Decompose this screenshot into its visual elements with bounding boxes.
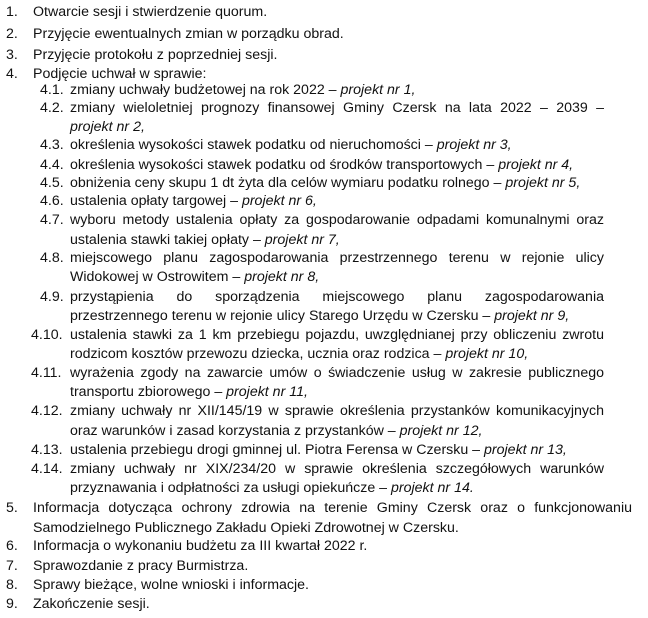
- item-number: 7.: [6, 558, 18, 574]
- sub-item-text: wyrażenia zgody na zawarcie umów o świadczenie usług w zakresie publicznego: [70, 365, 604, 381]
- item-text: Informacja dotycząca ochrony zdrowia na terenie Gminy Czersk oraz o funkcjonowaniu: [33, 500, 632, 516]
- sub-item-text: ustalenia stawki za 1 km przebiegu pojazdu, uwzględnianej przy obliczeniu zwrotu: [70, 327, 604, 343]
- item-number: 6.: [6, 538, 18, 554]
- item-number: 3.: [6, 47, 18, 63]
- sub-item-text: przestrzennego terenu w rejonie ulicy Starego Urzędu w Czersku –: [70, 308, 495, 324]
- sub-item-number: 4.6.: [40, 193, 64, 209]
- sub-item-text: określenia wysokości stawek podatku od środków transportowych –: [70, 157, 499, 173]
- sub-item-number: 4.13.: [31, 442, 63, 458]
- item-text: Przyjęcie ewentualnych zmian w porządku obrad.: [33, 26, 344, 42]
- sub-item: [0, 134, 648, 156]
- sub-item-continuation: [0, 477, 648, 499]
- sub-item-number: 4.7.: [40, 212, 64, 228]
- item-text: Zakończenie sesji.: [33, 596, 150, 612]
- agenda-item: [0, 1, 648, 23]
- agenda-item: [0, 593, 648, 615]
- sub-item-number: 4.10.: [31, 327, 63, 343]
- sub-item-text: Widokowej w Ostrowitem –: [70, 269, 245, 285]
- agenda-item: [0, 23, 648, 45]
- item-text: Samodzielnego Publicznego Zakładu Opieki Zdrowotnej w Czersku.: [33, 520, 459, 536]
- item-number: 1.: [6, 4, 18, 20]
- sub-item: [0, 400, 648, 422]
- sub-item-text: rodzicom kosztów przewozu dziecka, ucznia oraz rodzica –: [70, 346, 446, 362]
- sub-item-text: ustalenia stawki takiej opłaty –: [70, 232, 265, 248]
- item-number: 5.: [6, 500, 18, 516]
- project-ref: projekt nr 10,: [445, 346, 529, 362]
- project-ref: projekt nr 6,: [241, 193, 317, 209]
- item-text: Informacja o wykonaniu budżetu za III kwartał 2022 r.: [33, 538, 368, 554]
- item-text: Podjęcie uchwał w sprawie:: [33, 66, 207, 82]
- sub-item-number: 4.2.: [40, 100, 64, 116]
- sub-item-text: ustalenia opłaty targowej –: [70, 193, 242, 209]
- sub-item-continuation: [0, 266, 648, 288]
- item-number: 2.: [6, 26, 18, 42]
- sub-item-number: 4.5.: [40, 175, 64, 191]
- sub-item-number: 4.11.: [31, 365, 62, 381]
- sub-item-text: wyboru metody ustalenia opłaty za gospodarowanie odpadami komunalnymi oraz: [70, 212, 604, 228]
- sub-item-number: 4.14.: [31, 461, 63, 477]
- project-ref: projekt nr 14.: [391, 480, 474, 496]
- sub-item-number: 4.9.: [40, 289, 64, 305]
- sub-item-text: przystąpienia do sporządzenia miejscowego planu zagospodarowania: [70, 289, 604, 305]
- project-ref: projekt nr 11,: [226, 384, 308, 400]
- item-text: Sprawy bieżące, wolne wnioski i informacje.: [33, 577, 309, 593]
- sub-item-number: 4.12.: [31, 403, 63, 419]
- sub-item-text: ustalenia przebiegu drogi gminnej ul. Piotra Ferensa w Czersku –: [70, 442, 485, 458]
- project-ref: projekt nr 12,: [399, 423, 483, 439]
- project-ref: projekt nr 9,: [494, 308, 570, 324]
- sub-item-number: 4.8.: [40, 250, 64, 266]
- item-number: 9.: [6, 596, 18, 612]
- item-text: Przyjęcie protokołu z poprzedniej sesji.: [33, 47, 278, 63]
- item-number: 4.: [6, 66, 18, 82]
- sub-item-text: zmiany uchwały nr XIX/234/20 w sprawie określenia szczegółowych warunków: [70, 461, 604, 477]
- agenda-item: [0, 535, 648, 557]
- sub-item-text: zmiany wieloletniej prognozy finansowej Gminy Czersk na lata 2022 – 2039 –: [70, 100, 604, 116]
- sub-item-number: 4.4.: [40, 157, 64, 173]
- sub-item-text: oraz warunków i zasad korzystania z przystanków –: [70, 423, 400, 439]
- sub-item-text: zmiany uchwały budżetowej na rok 2022 –: [70, 82, 341, 98]
- project-ref: projekt nr 13,: [484, 442, 567, 458]
- project-ref: projekt nr 3,: [436, 137, 512, 153]
- sub-item-text: obniżenia ceny skupu 1 dt żyta dla celów wymiaru podatku rolnego –: [70, 175, 506, 191]
- project-ref: projekt nr 7,: [264, 232, 340, 248]
- sub-item-text: zmiany uchwały nr XII/145/19 w sprawie określenia przystanków komunikacyjnych: [70, 403, 604, 419]
- project-ref: projekt nr 4,: [498, 157, 574, 173]
- sub-item-text: miejscowego planu zagospodarowania przestrzennego terenu w rejonie ulicy: [70, 250, 604, 266]
- sub-item-text: przyznawania i odpłatności za usługi opiekuńcze –: [70, 480, 391, 496]
- project-ref: projekt nr 8,: [244, 269, 320, 285]
- project-ref: projekt nr 1,: [340, 82, 416, 98]
- item-text: Sprawozdanie z pracy Burmistrza.: [33, 558, 249, 574]
- sub-item-text: określenia wysokości stawek podatku od nieruchomości –: [70, 137, 437, 153]
- agenda-item: [0, 497, 648, 519]
- sub-item: [0, 209, 648, 231]
- project-ref: projekt nr 2,: [70, 119, 145, 135]
- sub-item-text: transportu zbiorowego –: [70, 384, 227, 400]
- sub-item-number: 4.1.: [40, 82, 64, 98]
- sub-item-number: 4.3.: [40, 137, 64, 153]
- project-ref: projekt nr 5,: [505, 175, 581, 191]
- item-number: 8.: [6, 577, 18, 593]
- item-text: Otwarcie sesji i stwierdzenie quorum.: [33, 4, 268, 20]
